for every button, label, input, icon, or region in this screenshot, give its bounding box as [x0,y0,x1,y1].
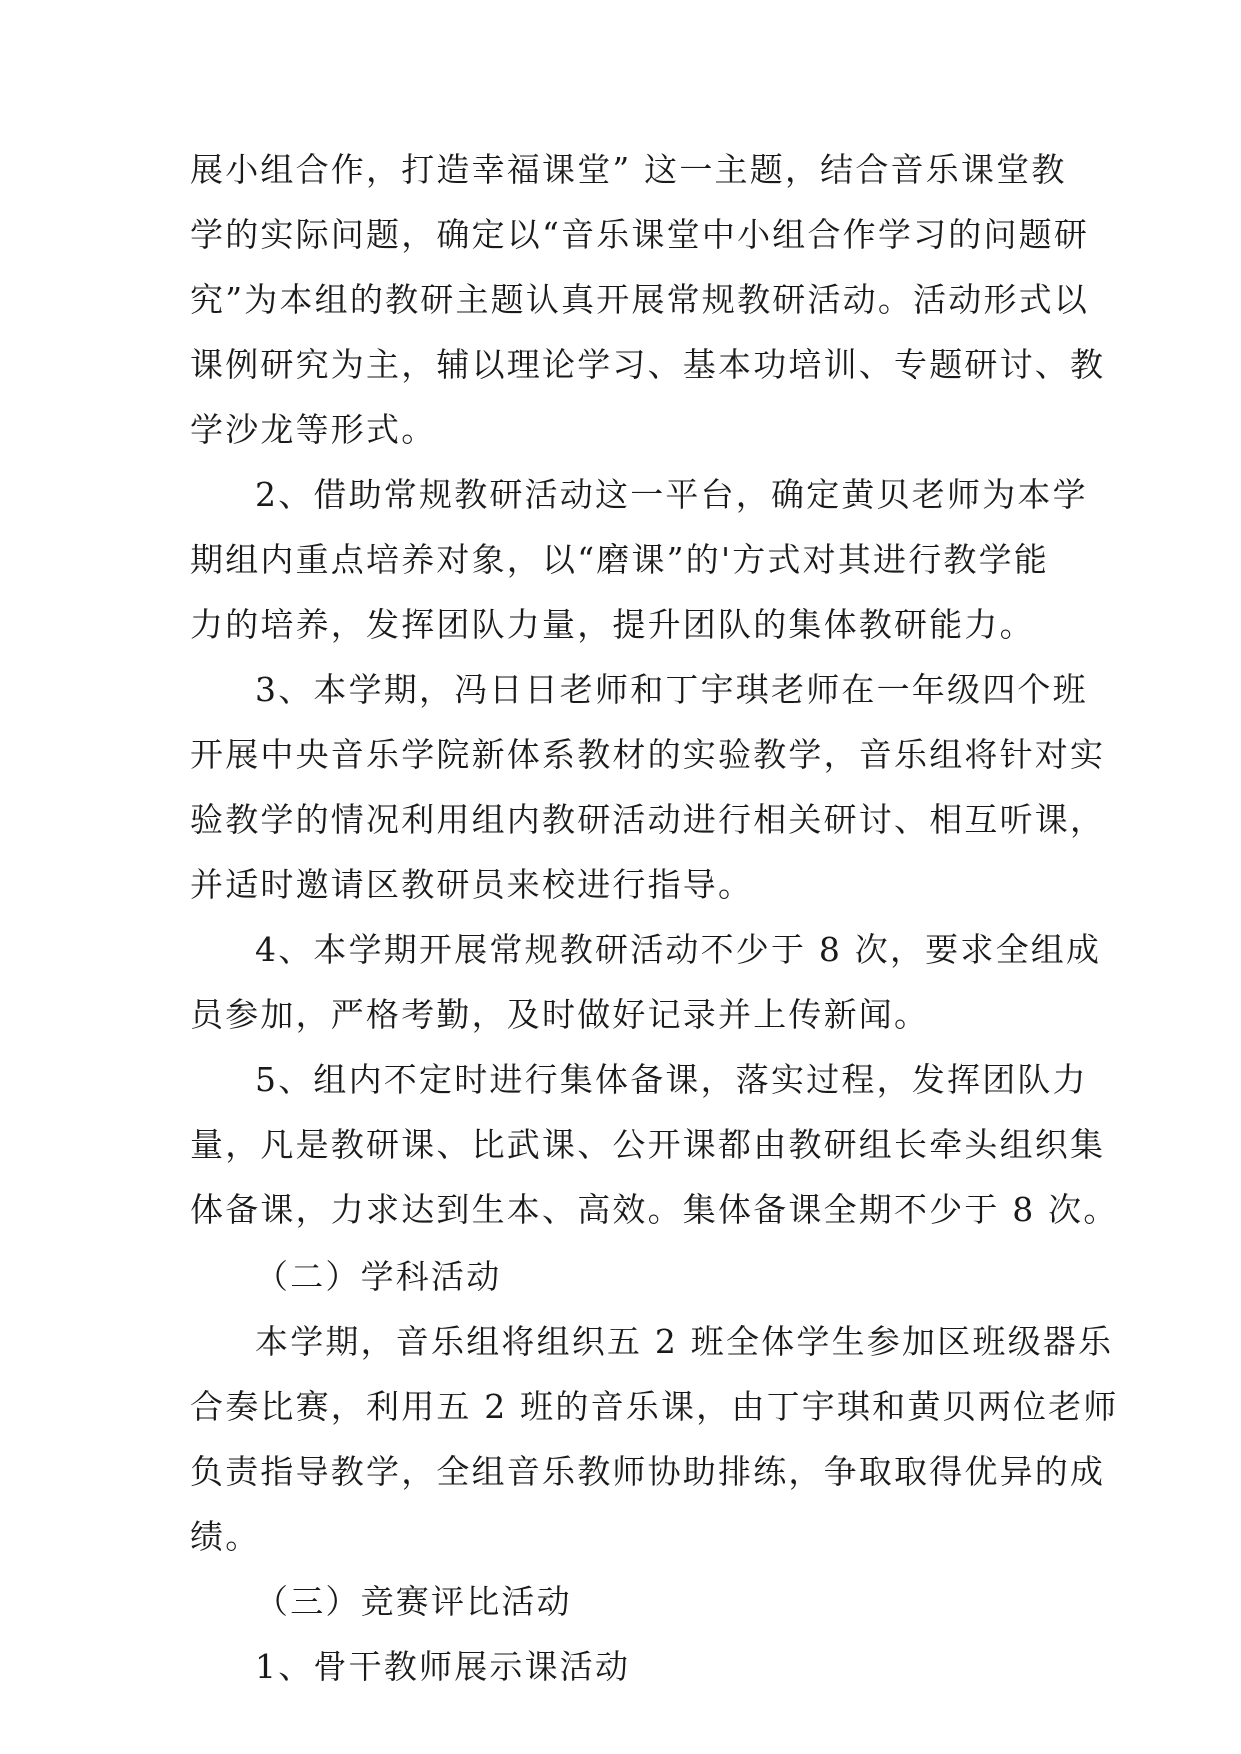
text-line-21: 负责指导教学，全组音乐教师协助排练，争取取得优异的成 [190,1452,1106,1491]
text-line-12: 并适时邀请区教研员来校进行指导。 [190,865,754,904]
text-line-13: 4、本学期开展常规教研活动不少于 8 次，要求全组成 [255,930,1102,969]
text-line-4: 课例研究为主，辅以理论学习、基本功培训、专题研讨、教 [190,345,1106,384]
text-line-1: 展小组合作，打造幸福课堂” 这一主题，结合音乐课堂教 [190,150,1067,189]
text-line-2: 学的实际问题，确定以“音乐课堂中小组合作学习的问题研 [190,215,1090,254]
section-heading-2: （二）学科活动 [255,1257,502,1296]
text-line-9: 3、本学期，冯日日老师和丁宇琪老师在一年级四个班 [255,670,1088,709]
text-line-5: 学沙龙等形式。 [190,410,437,449]
text-line-6: 2、借助常规教研活动这一平台，确定黄贝老师为本学 [255,475,1088,514]
text-line-19: 本学期，音乐组将组织五 2 班全体学生参加区班级器乐 [255,1322,1114,1361]
subsection-heading-1: 1、骨干教师展示课活动 [255,1647,631,1686]
text-line-7: 期组内重点培养对象，以“磨课”的'方式对其进行教学能 [190,540,1050,579]
text-line-3: 究”为本组的教研主题认真开展常规教研活动。活动形式以 [190,280,1090,319]
text-line-11: 验教学的情况利用组内教研活动进行相关研讨、相互听课， [190,800,1106,839]
text-line-22: 绩。 [190,1517,261,1556]
section-heading-3: （三）竞赛评比活动 [255,1582,572,1621]
text-line-20: 合奏比赛，利用五 2 班的音乐课，由丁宇琪和黄贝两位老师 [190,1387,1119,1426]
text-line-16: 量，凡是教研课、比武课、公开课都由教研组长牵头组织集 [190,1125,1106,1164]
text-line-10: 开展中央音乐学院新体系教材的实验教学，音乐组将针对实 [190,735,1106,774]
text-line-15: 5、组内不定时进行集体备课，落实过程，发挥团队力 [255,1060,1088,1099]
text-line-8: 力的培养，发挥团队力量，提升团队的集体教研能力。 [190,605,1035,644]
text-line-17: 体备课，力求达到生本、高效。集体备课全期不少于 8 次。 [190,1190,1119,1229]
text-line-14: 员参加，严格考勤，及时做好记录并上传新闻。 [190,995,930,1034]
